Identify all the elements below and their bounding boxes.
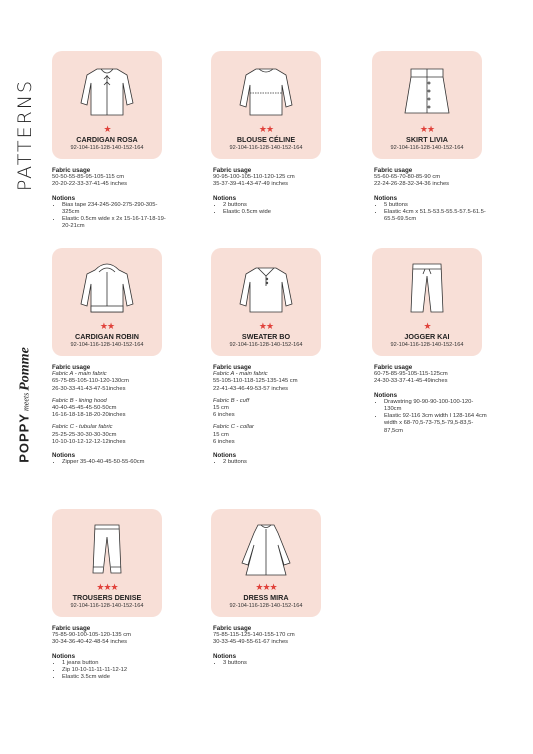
difficulty-stars: ★ (103, 124, 111, 134)
fabric-line: 6 inches (213, 412, 235, 419)
dress-icon (236, 521, 296, 579)
notion-item: • Elastic 3.5cm wide (62, 674, 167, 681)
fabric-line: 15 cm (213, 431, 229, 438)
pattern-card-skirt-livia[interactable] (372, 51, 482, 159)
pattern-name: JOGGER KAI (404, 332, 450, 341)
notion-item: • Elastic 4cm x 51.5-53.5-55.5-57.5-61.5-65.5-69.5cm (384, 209, 489, 223)
notion-item: • Elastic 0.5cm wide x 2x 15-16-17-18-19-20-21cm (62, 216, 167, 230)
page-title: PATTERNS (14, 78, 36, 192)
fabric-label: Fabric B - cuff (213, 397, 250, 404)
fabric-line: 35-37-39-41-43-47-49 inches (213, 181, 289, 188)
pattern-sizes: 92-104-116-128-140-152-164 (70, 603, 144, 609)
notions-list (213, 459, 328, 466)
pattern-info-sweater-bo (213, 364, 328, 466)
difficulty-stars: ★ (423, 321, 431, 331)
pattern-sizes: 92-104-116-128-140-152-164 (70, 342, 144, 348)
notions-heading: Notions (213, 194, 237, 202)
fabric-line: 6 inches (213, 438, 235, 445)
fabric-line: 90-95-100-105-110-120-125 cm (213, 174, 295, 181)
pattern-name: BLOUSE CÉLINE (236, 135, 296, 144)
pattern-info-trousers-denise (52, 625, 167, 681)
fabric-line: 22-24-26-28-32-34-36 inches (374, 181, 450, 188)
fabric-label: Fabric C - tubular fabric (52, 424, 113, 431)
fabric-line: 26-30-33-41-43-47-51inches (52, 385, 126, 392)
difficulty-stars: ★★ (258, 321, 274, 331)
difficulty-stars: ★★ (258, 124, 274, 134)
difficulty-stars: ★★ (419, 124, 435, 134)
notions-list (52, 660, 167, 682)
difficulty-stars: ★★★ (96, 582, 118, 592)
pattern-info-dress-mira (213, 625, 328, 667)
brand-meets: meets (21, 392, 31, 411)
notions-heading: Notions (374, 194, 398, 202)
notion-item: • 1 jeans button (62, 660, 167, 667)
pattern-card-sweater-bo[interactable] (211, 248, 321, 356)
fabric-line: 50-50-55-85-95-105-115 cm (52, 174, 125, 181)
pattern-card-cardigan-robin[interactable] (52, 248, 162, 356)
sweater-icon (236, 260, 296, 318)
pattern-sizes: 92-104-116-128-140-152-164 (70, 145, 144, 151)
notion-item: • Elastic 92-116 3cm width I 128-164 4cm width x 68-70,5-73-75,5-79,5-83,5-87,5cm (384, 413, 489, 435)
brand-logo (8, 345, 42, 465)
fabric-line: 30-34-36-40-42-48-54 inches (52, 639, 128, 646)
notions-heading: Notions (213, 652, 237, 660)
pattern-name: CARDIGAN ROSA (76, 135, 138, 144)
notion-item: • 2 buttons (223, 202, 328, 209)
notion-item: • Zip 10-10-11-11-11-12-12 (62, 667, 167, 674)
fabric-label: Fabric A - main fabric (213, 371, 268, 378)
pattern-name: SWEATER BO (241, 332, 291, 341)
pattern-info-jogger-kai (374, 364, 489, 435)
hoodie-icon (77, 260, 137, 318)
fabric-usage-heading: Fabric usage (213, 625, 252, 632)
notions-heading: Notions (52, 194, 76, 202)
notion-item: • Bias tape 234-245-260-275-290-305-325cm (62, 202, 167, 216)
fabric-line: 55-60-65-70-80-85-90 cm (374, 174, 441, 181)
page-title-wrap (10, 80, 40, 190)
fabric-line: 24-30-33-37-41-45-49inches (374, 378, 448, 385)
fabric-usage-heading: Fabric usage (213, 364, 252, 371)
notion-item: • Zipper 35-40-40-45-50-55-60cm (62, 459, 167, 466)
fabric-line: 16-16-18-18-18-20-20inches (52, 412, 126, 419)
fabric-line: 25-25-25-30-30-30-30cm (52, 431, 117, 438)
fabric-line: 15 cm (213, 405, 229, 412)
fabric-usage-heading: Fabric usage (374, 167, 413, 174)
notions-heading: Notions (52, 652, 76, 660)
fabric-label: Fabric B - lining hood (52, 397, 107, 404)
pattern-name: TROUSERS DENISE (72, 593, 142, 602)
fabric-line: 75-85-115-125-140-155-170 cm (213, 632, 295, 639)
notions-heading: Notions (374, 391, 398, 399)
fabric-line: 65-75-85-105-110-120-130cm (52, 378, 129, 385)
pattern-name: DRESS MIRA (243, 593, 289, 602)
pattern-card-jogger-kai[interactable] (372, 248, 482, 356)
jogger-icon (397, 260, 457, 318)
pattern-sizes: 92-104-116-128-140-152-164 (229, 603, 303, 609)
notion-item: • Elastic 0.5cm wide (223, 209, 328, 216)
brand-pomme: Pomme (17, 347, 33, 391)
pattern-name: CARDIGAN ROBIN (75, 332, 139, 341)
pattern-card-blouse-celine[interactable] (211, 51, 321, 159)
fabric-label: Fabric C - collar (213, 424, 254, 431)
difficulty-stars: ★★ (99, 321, 115, 331)
fabric-line: 22-41-43-46-49-53-57 inches (213, 385, 289, 392)
cardigan-icon (77, 63, 137, 121)
fabric-usage-heading: Fabric usage (52, 625, 91, 632)
notion-item: • 2 buttons (223, 459, 328, 466)
pattern-info-skirt-livia (374, 167, 489, 223)
notions-list (213, 202, 328, 216)
fabric-line: 55-105-110-118-125-135-145 cm (213, 378, 298, 385)
notions-list (374, 202, 489, 224)
fabric-line: 30-33-45-49-55-61-67 inches (213, 639, 289, 646)
fabric-line: 75-85-90-100-105-120-135 cm (52, 632, 131, 639)
fabric-line: 60-75-85-95-105-115-125cm (374, 371, 448, 378)
notions-list (52, 202, 167, 231)
notion-item: • 5 buttons (384, 202, 489, 209)
notions-heading: Notions (52, 452, 76, 460)
pattern-info-cardigan-rosa (52, 167, 167, 231)
fabric-line: 10-10-10-12-12-12-12inches (52, 438, 126, 445)
pattern-sizes: 92-104-116-128-140-152-164 (229, 145, 303, 151)
pattern-card-dress-mira[interactable] (211, 509, 321, 617)
notion-item: • 3 buttons (223, 660, 328, 667)
pattern-sizes: 92-104-116-128-140-152-164 (390, 145, 464, 151)
skirt-icon (397, 63, 457, 121)
fabric-line: 20-20-22-33-37-41-45 inches (52, 181, 128, 188)
brand-logo-text (17, 347, 34, 463)
pattern-card-cardigan-rosa[interactable] (52, 51, 162, 159)
fabric-usage-heading: Fabric usage (52, 364, 91, 371)
notions-heading: Notions (213, 452, 237, 460)
notions-list (374, 399, 489, 435)
fabric-usage-heading: Fabric usage (52, 167, 91, 174)
brand-poppy: POPPY (16, 412, 32, 463)
pattern-info-blouse-celine (213, 167, 328, 216)
fabric-label: Fabric A - main fabric (52, 371, 107, 378)
notions-list (213, 660, 328, 667)
blouse-icon (236, 63, 296, 121)
fabric-usage-heading: Fabric usage (374, 364, 413, 371)
fabric-usage-heading: Fabric usage (213, 167, 252, 174)
pattern-info-cardigan-robin (52, 364, 167, 466)
trousers-icon (77, 521, 137, 579)
pattern-sizes: 92-104-116-128-140-152-164 (229, 342, 303, 348)
fabric-line: 40-40-45-45-45-50-50cm (52, 405, 117, 412)
difficulty-stars: ★★★ (255, 582, 277, 592)
notions-list (52, 459, 167, 466)
pattern-sizes: 92-104-116-128-140-152-164 (390, 342, 464, 348)
notion-item: • Drawstring 90-90-90-100-100-120-130cm (384, 399, 489, 413)
pattern-card-trousers-denise[interactable] (52, 509, 162, 617)
pattern-name: SKIRT LIVIA (406, 135, 448, 144)
